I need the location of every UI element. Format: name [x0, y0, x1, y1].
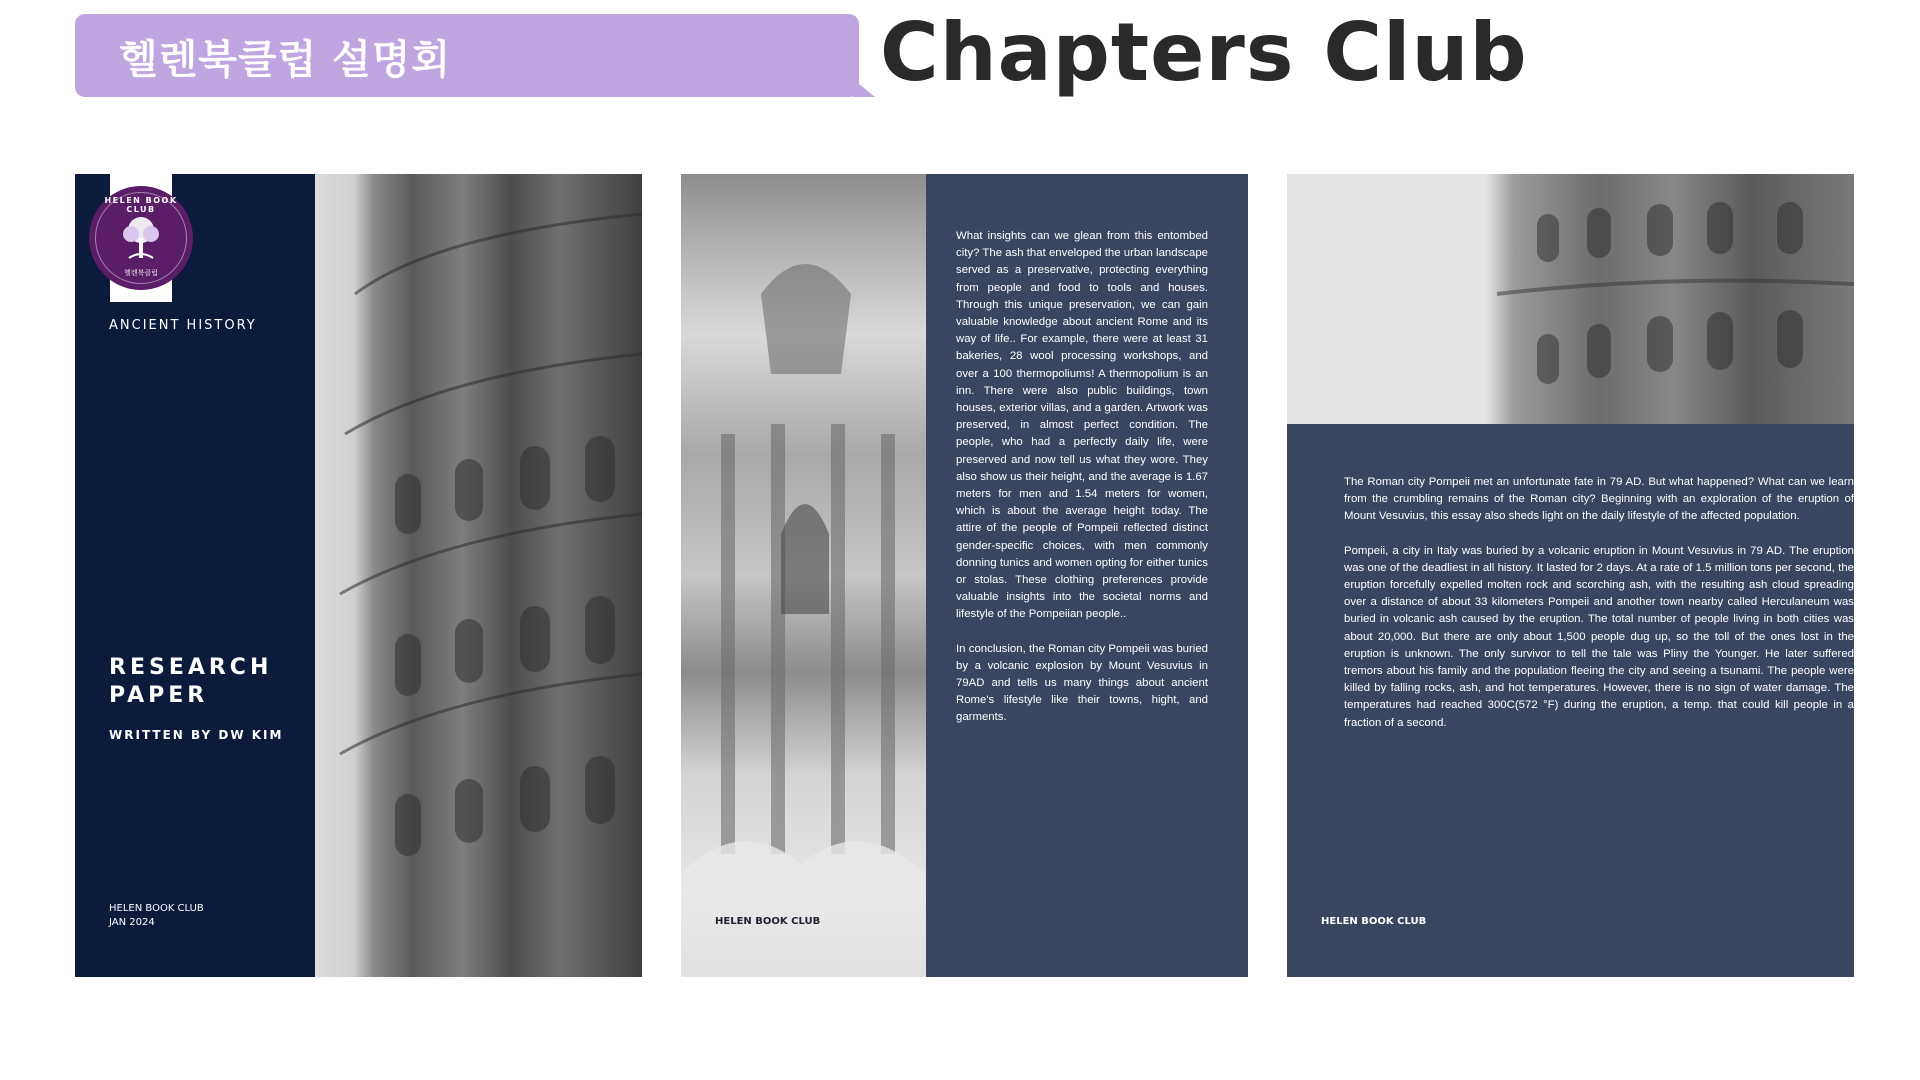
- page-three-paragraph-1: The Roman city Pompeii met an unfortunate fate in 79 AD. But what happened? What can we learn from the crumbling remains of the Roman city? Beginning with an exploration of the eruption of Mount Vesuvius, this essay also sheds light on the daily lifestyle of the affected population.: [1344, 476, 1854, 523]
- cover-footer-date: JAN 2024: [109, 917, 155, 928]
- cover-page: [75, 174, 642, 977]
- banner-title: 헬렌북클럽 설명회: [119, 37, 452, 83]
- colosseum-photo: [315, 174, 642, 977]
- page-three-text-panel: [1287, 424, 1854, 977]
- cover-footer-club: HELEN BOOK CLUB: [109, 903, 204, 914]
- page-two-text-panel: [926, 174, 1248, 977]
- logo-text: HELEN BOOK CLUB: [104, 196, 178, 214]
- page-two-paragraph-2: In conclusion, the Roman city Pompeii was buried by a volcanic explosion by Mount Vesuvius in 79AD and tells us many things about ancient Rome's lifestyle like their towns, hight, and garments.: [956, 642, 1208, 724]
- page-two-body: [956, 228, 1208, 744]
- header-banner: [75, 14, 859, 97]
- colosseum-arches-image: [315, 174, 642, 977]
- fountain-facade-image: [681, 174, 926, 977]
- cover-sidebar: [75, 174, 315, 977]
- page-two: [681, 174, 1248, 977]
- colosseum-top-photo: [1287, 174, 1854, 424]
- cover-title: RESEARCH PAPER: [109, 655, 273, 708]
- page-two-footer: HELEN BOOK CLUB: [715, 916, 821, 927]
- page-three-footer: HELEN BOOK CLUB: [1321, 916, 1427, 927]
- cover-author: WRITTEN BY DW KIM: [109, 728, 284, 742]
- page-two-paragraph-1: What insights can we glean from this entombed city? The ash that enveloped the urban landscape served as a preservative, protecting everything from people and food to tools and houses. Through this unique preservation, we can gain valuable knowledge about ancient Rome and its way of life.. For example, there were at least 31 bakeries, 28 wool processing workshops, and over a 100 thermopoliums! A thermopolium is an inn. There were also public buildings, town houses, exterior villas, and a garden. Artwork was preserved, in almost perfect condition. The people, who had a perfectly daily life, were preserved and now tell us what they wore. They also show us their height, and the average is 1.67 meters for men and 1.54 meters for women, which is about the average height today. The attire of the people of Pompeii reflected distinct gender-specific choices, with men commonly donning tunics and women opting for either tunics or stolas. These clothing preferences provide valuable insights into the societal norms and lifestyle of the Pompeiian people..: [956, 230, 1208, 621]
- cover-subject: ANCIENT HISTORY: [109, 318, 257, 333]
- cover-footer: [109, 902, 204, 930]
- page-three: [1287, 174, 1854, 977]
- brand-title: Chapters Club: [880, 6, 1528, 99]
- page-three-paragraph-2: Pompeii, a city in Italy was buried by a volcanic eruption in Mount Vesuvius in 79 AD. The eruption was one of the deadliest in all history. It lasted for 2 days. At a rate of 1.5 million tons per second, the eruption forcefully expelled molten rock and scorching ash, with the resulting ash cloud spreading over a distance of about 33 kilometers Pompeii and another town nearby called Herculaneum was buried in volcanic ash caused by the eruption. The total number of people living in both cities was about 20,000. But there are only about 1,500 people dug up, so the toll of the ones lost in the eruption is unknown. The only survivor to tell the tale was Pliny the Younger. He later suffered tremors about his family and the population fleeing the city and seeing a tsunami. The people were killed by falling rocks, ash, and hot temperatures. However, there is no sign of water damage. The temperatures had reached 300C(572 °F) during the eruption, a temp. that could kill people in a fraction of a second.: [1344, 544, 1854, 729]
- banner-tail: [853, 79, 875, 97]
- book-club-logo: [89, 186, 193, 290]
- page-three-body: [1344, 474, 1854, 749]
- fountain-photo: [681, 174, 926, 977]
- colosseum-tiers-image: [1287, 174, 1854, 424]
- logo-subtext: 헬렌북클럽: [124, 269, 158, 277]
